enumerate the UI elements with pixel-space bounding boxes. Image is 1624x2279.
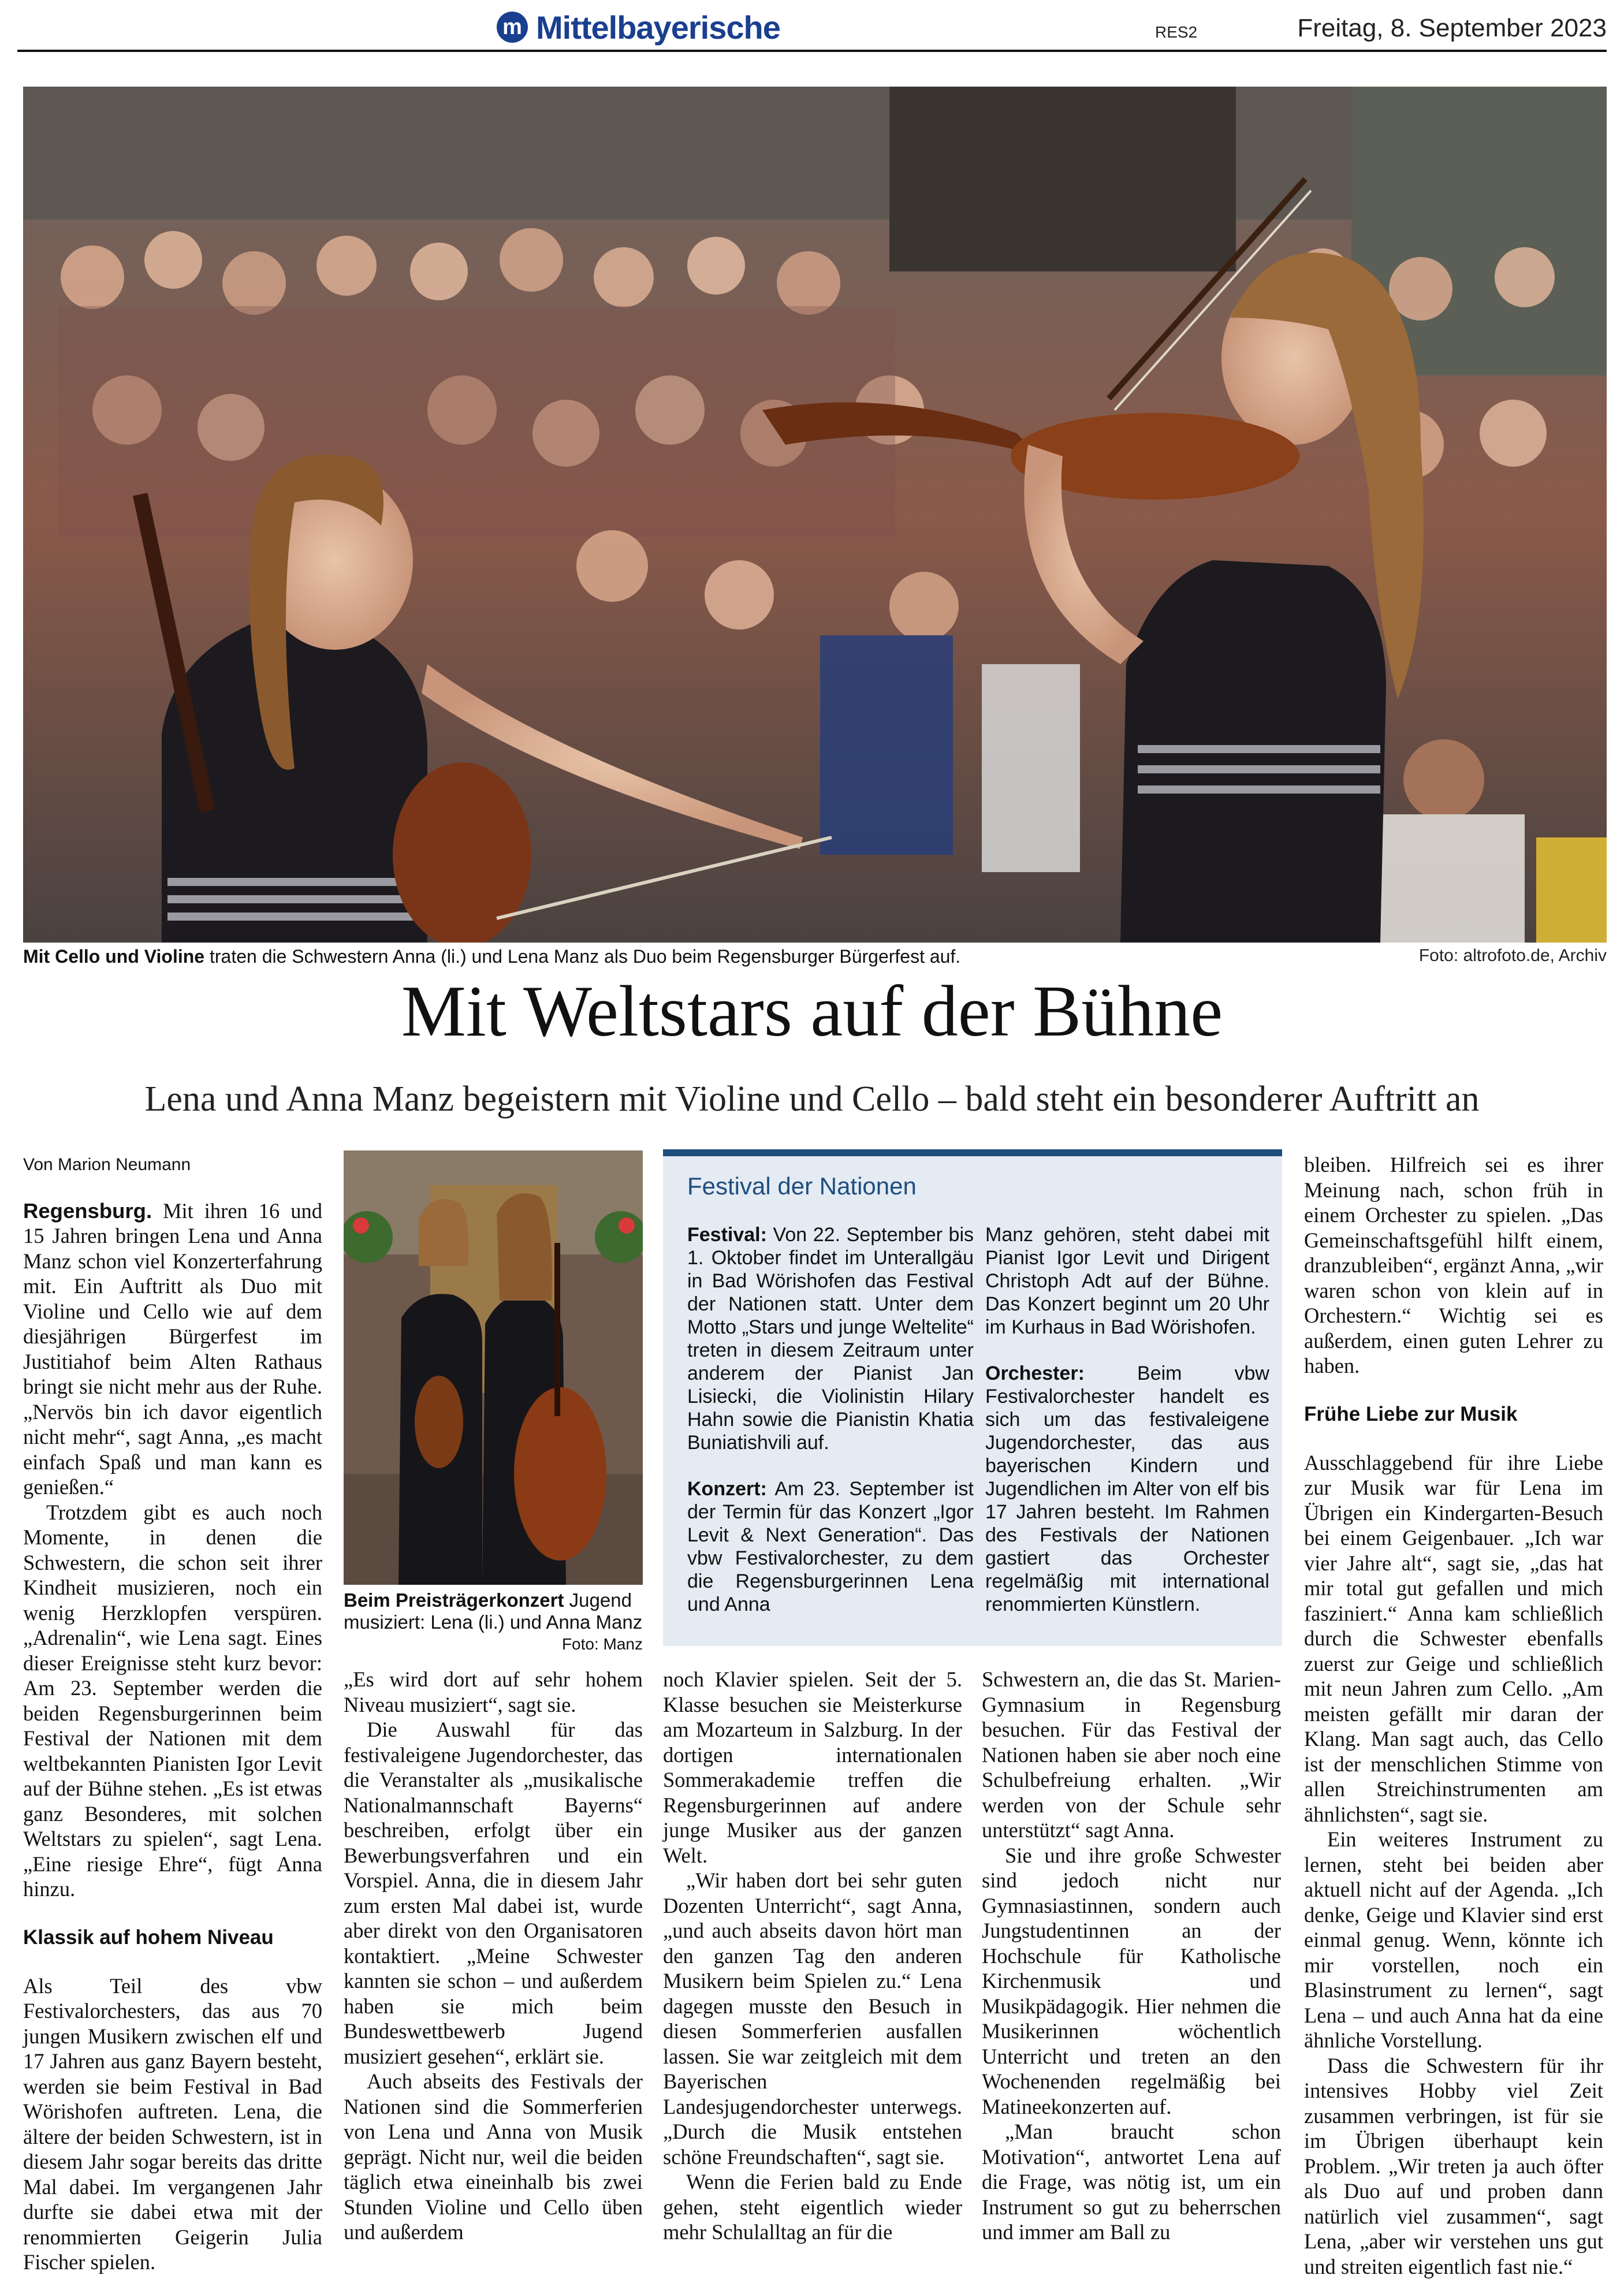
article-paragraph: bleiben. Hilfreich sei es ihrer Meinung nach, schon früh in einem Orchester zu spielen. „Das Gemeinschaftsgefühl hilft einem, dranzubleiben“, ergänzt Anna, „wir waren schon von klein auf in Orchestern.“ Wichtig sei es außerdem, einen guten Lehrer zu haben. <box>1304 1152 1603 1379</box>
main-photo-credit: Foto: altrofoto.de, Archiv <box>1419 946 1607 967</box>
info-label: Festival: <box>687 1224 767 1246</box>
column-3 <box>663 1667 962 2245</box>
subheadline: Lena und Anna Manz begeistern mit Violine und Cello – bald steht ein besonderer Auftritt an <box>0 1079 1624 1120</box>
byline: Von Marion Neumann <box>23 1152 322 1178</box>
column-2 <box>344 1667 643 2245</box>
small-caption-bold: Beim Preisträgerkonzert <box>344 1589 564 1611</box>
main-caption-bold: Mit Cello und Violine <box>23 946 204 967</box>
article-paragraph: Die Auswahl für das festivaleigene Jugendorchester, das die Veranstalter als „musikalische Nationalmannschaft Bayerns“ beschreiben, erfolgt über ein Bewerbungsverfahren und ein Vorspiel. Anna, die in diesem Jahr zum ersten Mal dabei ist, wurde aber direkt von den Organisatoren kontaktiert. „Meine Schwester kannten sie schon – und außerdem haben sie mich beim Bundeswettbewerb Jugend musiziert gesehen“, erklärt sie. <box>344 1717 643 2069</box>
subheading-klassik: Klassik auf hohem Niveau <box>23 1925 322 1950</box>
info-text: Beim vbw Festivalorchester handelt es sich um das festivaleigene Jugendorchester, das aus bayerischen Kindern und Jugendlichen im Alter von elf bis 17 Jahren besteht. Im Rahmen des Festivals der Nationen gastiert das Orchester regelmäßig mit international renommierten Künstlern. <box>985 1362 1269 1615</box>
logo-text: Mittelbayerische <box>536 9 780 46</box>
header-rule <box>17 50 1607 52</box>
small-photo-illustration <box>344 1150 643 1585</box>
small-photo <box>344 1150 643 1585</box>
article-paragraph: Sie und ihre große Schwester sind jedoch nicht nur Gymnasiastinnen, sondern auch Jungstudentinnen an der Hochschule für Katholische Kirchenmusik und Musikpädagogik. Hier nehmen die Musikerinnen wöchentlich Unterricht und treten an den Wochenenden regelmäßig bei Matineekonzerten auf. <box>982 1843 1281 2120</box>
masthead <box>497 7 780 47</box>
article-paragraph: „Wir haben dort bei sehr guten Dozenten Unterricht“, sagt Anna, „und auch abseits davon hört man den ganzen Tag den anderen Musikern beim Spielen zu.“ Lena dagegen musste den Besuch in diesen Sommerferien ausfallen lassen. Sie war zeitgleich mit dem Bayerischen Landesjugendorchester unterwegs. „Durch die Musik entstehen schöne Freundschaften“, sagt sie. <box>663 1868 962 2169</box>
article-paragraph: Wenn die Ferien bald zu Ende gehen, steht eigentlich wieder mehr Schulalltag an für die <box>663 2169 962 2245</box>
article-paragraph: Schwestern an, die das St. Marien-Gymnasium in Regensburg besuchen. Für das Festival der Nationen haben sie aber noch eine Schulbefreiung erhalten. „Wir werden von der Schule sehr unterstützt“ sagt Anna. <box>982 1667 1281 1843</box>
article-paragraph: Dass die Schwestern für ihr intensives Hobby viel Zeit zusammen verbringen, ist für sie im Übrigen überhaupt kein Problem. „Wir treten ja auch öfter als Duo auf und proben dann natürlich viel zusammen“, sagt Lena, „aber wir verstehen uns gut und streiten eigentlich fast nie.“ <box>1304 2053 1603 2279</box>
main-photo-caption <box>23 946 1607 967</box>
logo-mark: m <box>497 12 528 43</box>
small-photo-caption <box>344 1589 643 1655</box>
page-code: RES2 <box>1155 23 1197 42</box>
article-paragraph: Ausschlaggebend für ihre Liebe zur Musik war für Lena im Übrigen ein Kindergarten-Besuch bei einem Geigenbauer. „Ich war vier Jahre alt“, sagt sie, „das hat mir total gut gefallen und mich fasziniert.“ Anna kam schließlich durch die Schwester ebenfalls zuerst zur Geige und schließlich mit neun Jahren zum Cello. „Am meisten gefällt mir daran der Klang. Man sagt auch, das Cello ist der menschlichen Stimme von allen Streichinstrumenten am ähnlichsten“, sagt sie. <box>1304 1450 1603 1827</box>
column-1 <box>23 1152 322 2275</box>
info-paragraph-konzert <box>687 1477 974 1616</box>
article-paragraph: „Es wird dort auf sehr hohem Niveau musiziert“, sagt sie. <box>344 1667 643 1717</box>
info-label: Orchester: <box>985 1362 1085 1384</box>
article-paragraph: Als Teil des vbw Festivalorchesters, das aus 70 jungen Musikern zwischen elf und 17 Jahren aus ganz Bayern besteht, werden sie beim Festival in Bad Wörishofen auftreten. Lena, die ältere der beiden Schwestern, ist in diesem Jahr sogar bereits das dritte Mal dabei. Im vergangenen Jahr durfte sie dabei etwa mit der renommierten Geigerin Julia Fischer spielen. <box>23 1973 322 2275</box>
dateline: Regensburg. <box>23 1199 152 1223</box>
info-paragraph-festival <box>687 1223 974 1454</box>
info-box-right-column <box>985 1223 1269 1639</box>
article-paragraph <box>23 1198 322 1500</box>
small-photo-credit: Foto: Manz <box>562 1633 643 1655</box>
info-text: Von 22. September bis 1. Oktober findet im Unterallgäu in Bad Wörishofen das Festival der Nationen statt. Unter dem Motto „Stars und junge Weltelite“ treten in diesem Zeitraum unter anderem der Pianist Jan Lisiecki, die Violinistin Hilary Hahn sowie die Pianistin Khatia Buniatishvili auf. <box>687 1224 974 1454</box>
article-paragraph: Ein weiteres Instrument zu lernen, steht bei beiden aber aktuell nicht auf der Agenda. „Ich denke, Geige und Klavier sind erst einmal genug. Wenn, könnte ich mir vorstellen, noch ein Blasinstrument zu lernen“, sagt Lena – und auch Anna hat da eine ähnliche Vorstellung. <box>1304 1827 1603 2053</box>
main-caption-rest: traten die Schwestern Anna (li.) und Lena Manz als Duo beim Regensburger Bürgerfest auf. <box>204 946 960 967</box>
article-paragraph: noch Klavier spielen. Seit der 5. Klasse besuchen sie Meisterkurse am Mozarteum in Salzburg. In der dortigen internationalen Sommerakademie treffen die Regensburgerinnen auf andere junge Musiker aus der ganzen Welt. <box>663 1667 962 1868</box>
info-paragraph-continued: Manz gehören, steht dabei mit Pianist Igor Levit und Dirigent Christoph Adt auf der Bühne. Das Konzert beginnt um 20 Uhr im Kurhaus in Bad Wörishofen. <box>985 1223 1269 1339</box>
issue-date: Freitag, 8. September 2023 <box>1297 14 1607 43</box>
subheading-fruehe-liebe: Frühe Liebe zur Musik <box>1304 1402 1603 1427</box>
info-box-left-column <box>687 1223 974 1639</box>
main-photo-illustration <box>23 87 1607 943</box>
paragraph-text: Mit ihren 16 und 15 Jahren bringen Lena und Anna Manz schon viel Konzerterfahrung mit. Ein Auftritt als Duo mit Violine und Cello wie auf dem diesjährigen Bürgerfest im Justitiahof beim Alten Rathaus bringt sie nicht mehr aus der Ruhe. „Nervös bin ich davor eigentlich nicht mehr“, sagt Anna, „es macht einfach Spaß und man kann es genießen.“ <box>23 1199 322 1499</box>
info-box-title: Festival der Nationen <box>687 1172 917 1200</box>
info-paragraph-orchester <box>985 1362 1269 1616</box>
info-text: Am 23. September ist der Termin für das Konzert „Igor Levit & Next Generation“. Das vbw Festivalorchester, zu dem die Regensburgerinnen Lena und Anna <box>687 1478 974 1615</box>
column-5 <box>1304 1152 1603 2279</box>
article-paragraph: Trotzdem gibt es auch noch Momente, in denen die Schwestern, die schon seit ihrer Kindheit musizieren, noch ein wenig Herzklopfen verspüren. „Adrenalin“, wie Lena sagt. Eines dieser Ereignisse steht kurz bevor: Am 23. September werden die beiden Regensburgerinnen beim Festival der Nationen mit dem weltbekannten Pianisten Igor Levit auf der Bühne stehen. „Es ist etwas ganz Besonderes, mit solchen Weltstars zu spielen“, sagt Lena. „Eine riesige Ehre“, fügt Anna hinzu. <box>23 1500 322 1902</box>
headline: Mit Weltstars auf der Bühne <box>0 970 1624 1053</box>
main-caption-text <box>23 946 960 967</box>
main-photo <box>23 87 1607 943</box>
column-4 <box>982 1667 1281 2245</box>
article-paragraph: „Man braucht schon Motivation“, antwortet Lena auf die Frage, was nötig ist, um ein Instrument so gut zu beherrschen und immer am Ball zu <box>982 2119 1281 2245</box>
small-caption-rest: Jugend musiziert: Lena (li.) und Anna Manz <box>344 1589 642 1633</box>
article-paragraph: Auch abseits des Festivals der Nationen sind die Sommerferien von Lena und Anna von Musik geprägt. Nicht nur, weil die beiden täglich etwa eineinhalb bis zwei Stunden Violine und Cello üben und außerdem <box>344 2069 643 2245</box>
info-label: Konzert: <box>687 1478 767 1500</box>
